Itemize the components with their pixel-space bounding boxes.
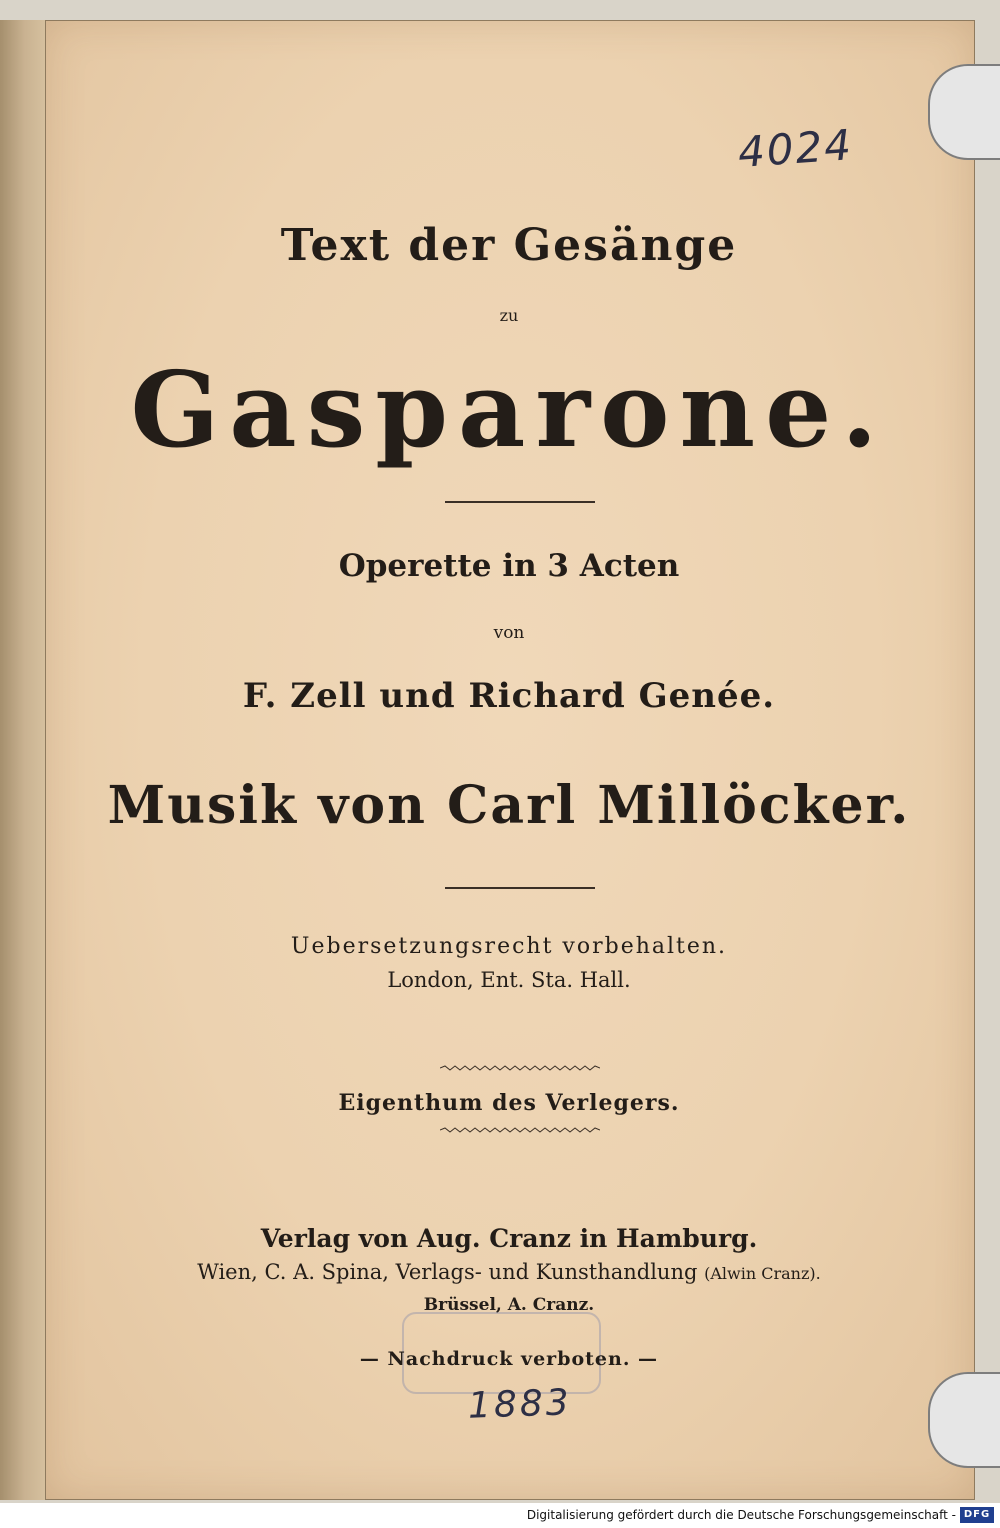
ornament-wavy-line-top xyxy=(440,1065,600,1071)
london-registration: London, Ent. Sta. Hall. xyxy=(387,968,631,992)
dfg-logo: DFG xyxy=(960,1507,994,1523)
publisher-line: Verlag von Aug. Cranz in Hamburg. xyxy=(260,1224,758,1253)
vienna-note: (Alwin Cranz). xyxy=(704,1264,821,1283)
digitization-footer xyxy=(0,1503,1000,1528)
funding-credit: Digitalisierung gefördert durch die Deutsche Forschungsgemeinschaft - xyxy=(526,1508,956,1522)
main-title: Gasparone. xyxy=(130,348,888,471)
ornament-wavy-line-bottom xyxy=(440,1127,600,1133)
composer-line: Musik von Carl Millöcker. xyxy=(107,775,911,836)
heading-text-der-gesaenge: Text der Gesänge xyxy=(280,220,738,271)
subtitle-operette: Operette in 3 Acten xyxy=(338,548,680,584)
property-of-publisher: Eigenthum des Verlegers. xyxy=(338,1090,680,1116)
divider-rule-1 xyxy=(445,501,595,503)
vienna-line xyxy=(45,1260,973,1284)
divider-rule-2 xyxy=(445,887,595,889)
vienna-main: Wien, C. A. Spina, Verlags- und Kunsthandlung xyxy=(197,1260,698,1284)
word-zu: zu xyxy=(499,306,519,325)
word-von: von xyxy=(493,623,525,643)
brussels-line: Brüssel, A. Cranz. xyxy=(423,1295,595,1315)
handwritten-year: 1883 xyxy=(467,1382,573,1427)
rights-notice: Uebersetzungsrecht vorbehalten. xyxy=(290,934,728,959)
librettists: F. Zell und Richard Genée. xyxy=(242,676,776,716)
handwritten-shelfmark: 4024 xyxy=(736,120,855,177)
scanner-clip-top xyxy=(928,64,1000,160)
reprint-prohibited: — Nachdruck verboten. — xyxy=(359,1348,659,1370)
scanner-clip-bottom xyxy=(928,1372,1000,1468)
